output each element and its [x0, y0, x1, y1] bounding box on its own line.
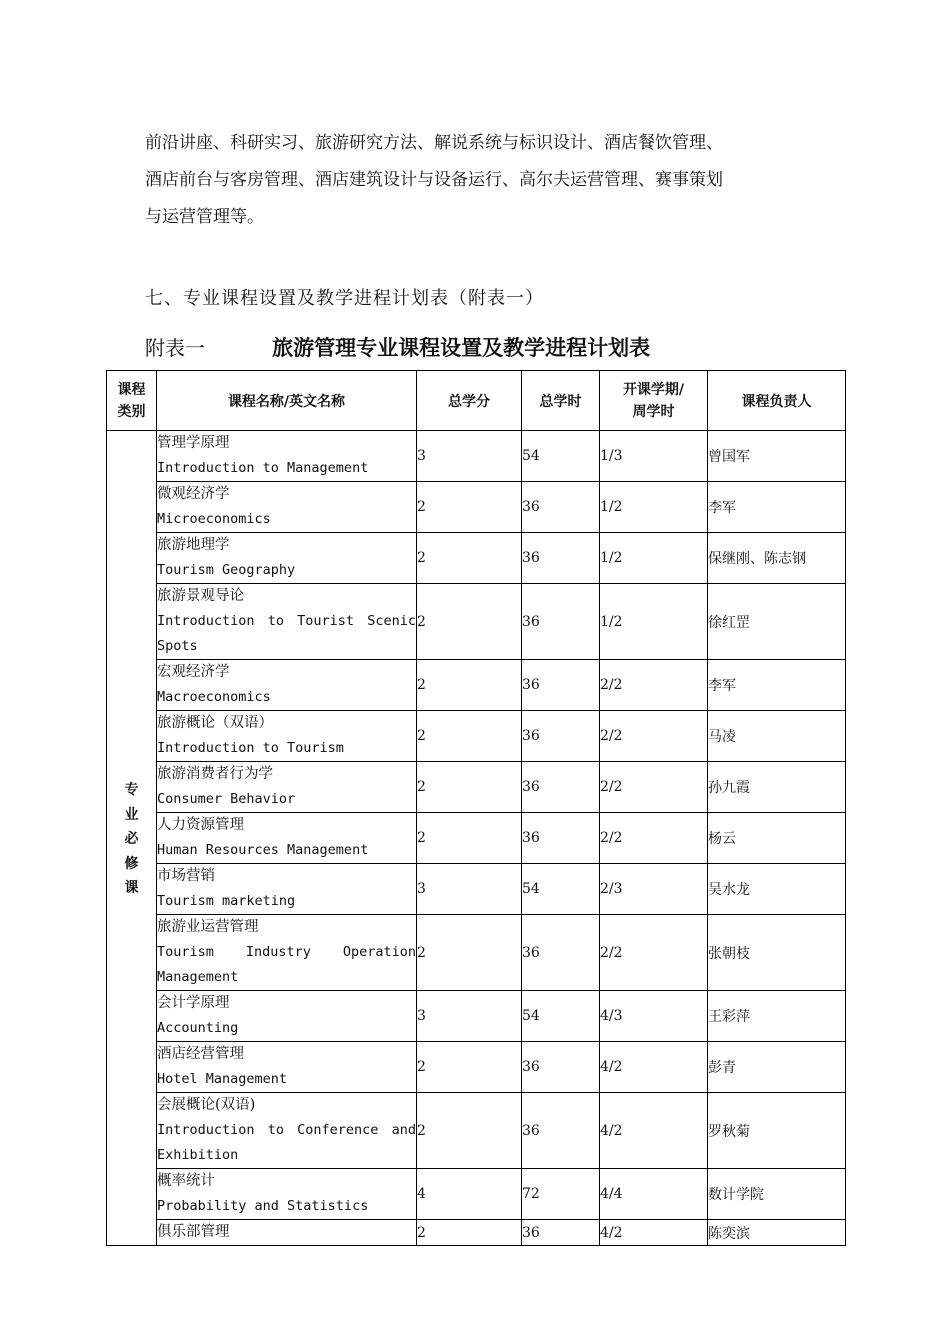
course-name-cell [157, 584, 417, 660]
table-row [107, 431, 846, 482]
table-caption [145, 332, 650, 362]
hours-cell: 36 [522, 584, 600, 660]
category-label: 专业必修课 [124, 782, 139, 897]
course-name-cell [157, 660, 417, 711]
hours-cell: 36 [522, 762, 600, 813]
hours-cell: 54 [522, 864, 600, 915]
course-name-en: Introduction to Tourist Scenic Spots [157, 613, 416, 654]
hours-cell: 36 [522, 482, 600, 533]
course-name-zh: 旅游消费者行为学 [157, 766, 273, 782]
hours-cell: 36 [522, 533, 600, 584]
course-name-zh: 宏观经济学 [157, 664, 230, 680]
credits-cell: 2 [417, 1093, 522, 1169]
term-cell: 1/2 [600, 584, 708, 660]
hours-cell: 36 [522, 711, 600, 762]
header-category: 课程 类别 [107, 371, 157, 431]
table-caption-label: 附表一 [145, 336, 205, 360]
term-cell: 2/2 [600, 915, 708, 991]
course-name-cell [157, 762, 417, 813]
credits-cell: 2 [417, 711, 522, 762]
hours-cell: 72 [522, 1169, 600, 1220]
course-name-zh: 旅游概论（双语） [157, 715, 273, 731]
hours-cell: 36 [522, 915, 600, 991]
term-cell: 4/3 [600, 991, 708, 1042]
course-name-en: Human Resources Management [157, 842, 369, 858]
table-row [107, 533, 846, 584]
course-name-cell [157, 1093, 417, 1169]
course-name-zh: 旅游业运营管理 [157, 919, 259, 935]
credits-cell: 2 [417, 813, 522, 864]
course-name-cell [157, 991, 417, 1042]
credits-cell: 2 [417, 1042, 522, 1093]
owner-cell: 曾国军 [708, 431, 846, 482]
term-cell: 4/4 [600, 1169, 708, 1220]
intro-line: 酒店前台与客房管理、酒店建筑设计与设备运行、高尔夫运营管理、赛事策划 [145, 170, 723, 190]
table-row [107, 1169, 846, 1220]
term-cell: 1/2 [600, 533, 708, 584]
credits-cell: 3 [417, 991, 522, 1042]
course-name-zh: 俱乐部管理 [157, 1224, 230, 1240]
term-cell: 4/2 [600, 1093, 708, 1169]
credits-cell: 2 [417, 482, 522, 533]
course-name-en: Probability and Statistics [157, 1198, 369, 1214]
course-name-en: Introduction to Tourism [157, 740, 344, 756]
term-cell: 2/2 [600, 813, 708, 864]
owner-cell: 孙九霞 [708, 762, 846, 813]
course-name-zh: 旅游景观导论 [157, 588, 244, 604]
term-cell: 4/2 [600, 1220, 708, 1246]
course-name-en: Introduction to Management [157, 460, 369, 476]
course-name-cell [157, 813, 417, 864]
course-name-zh: 人力资源管理 [157, 817, 244, 833]
hours-cell: 54 [522, 991, 600, 1042]
course-name-zh: 会计学原理 [157, 995, 230, 1011]
course-name-zh: 微观经济学 [157, 486, 230, 502]
owner-cell: 王彩萍 [708, 991, 846, 1042]
table-row [107, 482, 846, 533]
course-name-en: Tourism Industry Operation Management [157, 944, 416, 985]
course-name-zh: 会展概论(双语) [157, 1097, 256, 1113]
owner-cell: 李军 [708, 660, 846, 711]
table-row [107, 813, 846, 864]
course-name-cell [157, 431, 417, 482]
term-cell: 1/2 [600, 482, 708, 533]
table-row [107, 711, 846, 762]
credits-cell: 3 [417, 864, 522, 915]
owner-cell: 马凌 [708, 711, 846, 762]
hours-cell: 36 [522, 1093, 600, 1169]
owner-cell: 彭青 [708, 1042, 846, 1093]
header-term: 开课学期/ 周学时 [600, 371, 708, 431]
term-cell: 4/2 [600, 1042, 708, 1093]
owner-cell: 张朝枝 [708, 915, 846, 991]
term-cell: 2/3 [600, 864, 708, 915]
course-name-cell [157, 864, 417, 915]
course-name-zh: 市场营销 [157, 868, 215, 884]
owner-cell: 杨云 [708, 813, 846, 864]
header-owner: 课程负责人 [708, 371, 846, 431]
owner-cell: 陈奕滨 [708, 1220, 846, 1246]
course-name-zh: 概率统计 [157, 1173, 215, 1189]
owner-cell: 徐红罡 [708, 584, 846, 660]
course-name-zh: 管理学原理 [157, 435, 230, 451]
term-cell: 2/2 [600, 660, 708, 711]
header-course-name: 课程名称/英文名称 [157, 371, 417, 431]
hours-cell: 36 [522, 660, 600, 711]
header-hours: 总学时 [522, 371, 600, 431]
credits-cell: 2 [417, 660, 522, 711]
course-name-zh: 旅游地理学 [157, 537, 230, 553]
course-name-en: Microeconomics [157, 511, 271, 527]
term-cell: 2/2 [600, 711, 708, 762]
course-name-en: Introduction to Conference and Exhibition [157, 1122, 416, 1163]
table-row [107, 762, 846, 813]
intro-line: 前沿讲座、科研实习、旅游研究方法、解说系统与标识设计、酒店餐饮管理、 [145, 133, 723, 153]
credits-cell: 2 [417, 533, 522, 584]
course-name-cell [157, 533, 417, 584]
owner-cell: 保继刚、陈志钢 [708, 533, 846, 584]
category-cell [107, 431, 157, 1246]
course-name-cell [157, 1220, 417, 1246]
credits-cell: 2 [417, 1220, 522, 1246]
credits-cell: 2 [417, 915, 522, 991]
table-row [107, 660, 846, 711]
owner-cell: 罗秋菊 [708, 1093, 846, 1169]
table-body [107, 431, 846, 1246]
header-credits: 总学分 [417, 371, 522, 431]
table-row [107, 991, 846, 1042]
course-name-cell [157, 1042, 417, 1093]
credits-cell: 4 [417, 1169, 522, 1220]
owner-cell: 吴水龙 [708, 864, 846, 915]
hours-cell: 36 [522, 1220, 600, 1246]
course-plan-table [106, 370, 846, 1246]
section-heading: 七、专业课程设置及教学进程计划表（附表一） [145, 288, 544, 309]
credits-cell: 2 [417, 584, 522, 660]
course-name-cell [157, 1169, 417, 1220]
table-row [107, 1220, 846, 1246]
course-name-en: Tourism marketing [157, 893, 296, 909]
intro-line: 与运营管理等。 [145, 207, 264, 227]
owner-cell: 数计学院 [708, 1169, 846, 1220]
course-name-cell [157, 711, 417, 762]
term-cell: 1/3 [600, 431, 708, 482]
term-cell: 2/2 [600, 762, 708, 813]
credits-cell: 3 [417, 431, 522, 482]
course-name-en: Accounting [157, 1020, 239, 1036]
course-name-en: Tourism Geography [157, 562, 296, 578]
course-name-en: Consumer Behavior [157, 791, 296, 807]
table-row [107, 915, 846, 991]
hours-cell: 54 [522, 431, 600, 482]
table-row [107, 1042, 846, 1093]
course-name-en: Hotel Management [157, 1071, 288, 1087]
course-name-zh: 酒店经营管理 [157, 1046, 244, 1062]
table-caption-title: 旅游管理专业课程设置及教学进程计划表 [272, 336, 651, 360]
credits-cell: 2 [417, 762, 522, 813]
owner-cell: 李军 [708, 482, 846, 533]
hours-cell: 36 [522, 813, 600, 864]
course-name-cell [157, 482, 417, 533]
table-header-row [107, 371, 846, 431]
course-name-en: Macroeconomics [157, 689, 271, 705]
table-row [107, 584, 846, 660]
table-row [107, 1093, 846, 1169]
table-row [107, 864, 846, 915]
hours-cell: 36 [522, 1042, 600, 1093]
course-name-cell [157, 915, 417, 991]
